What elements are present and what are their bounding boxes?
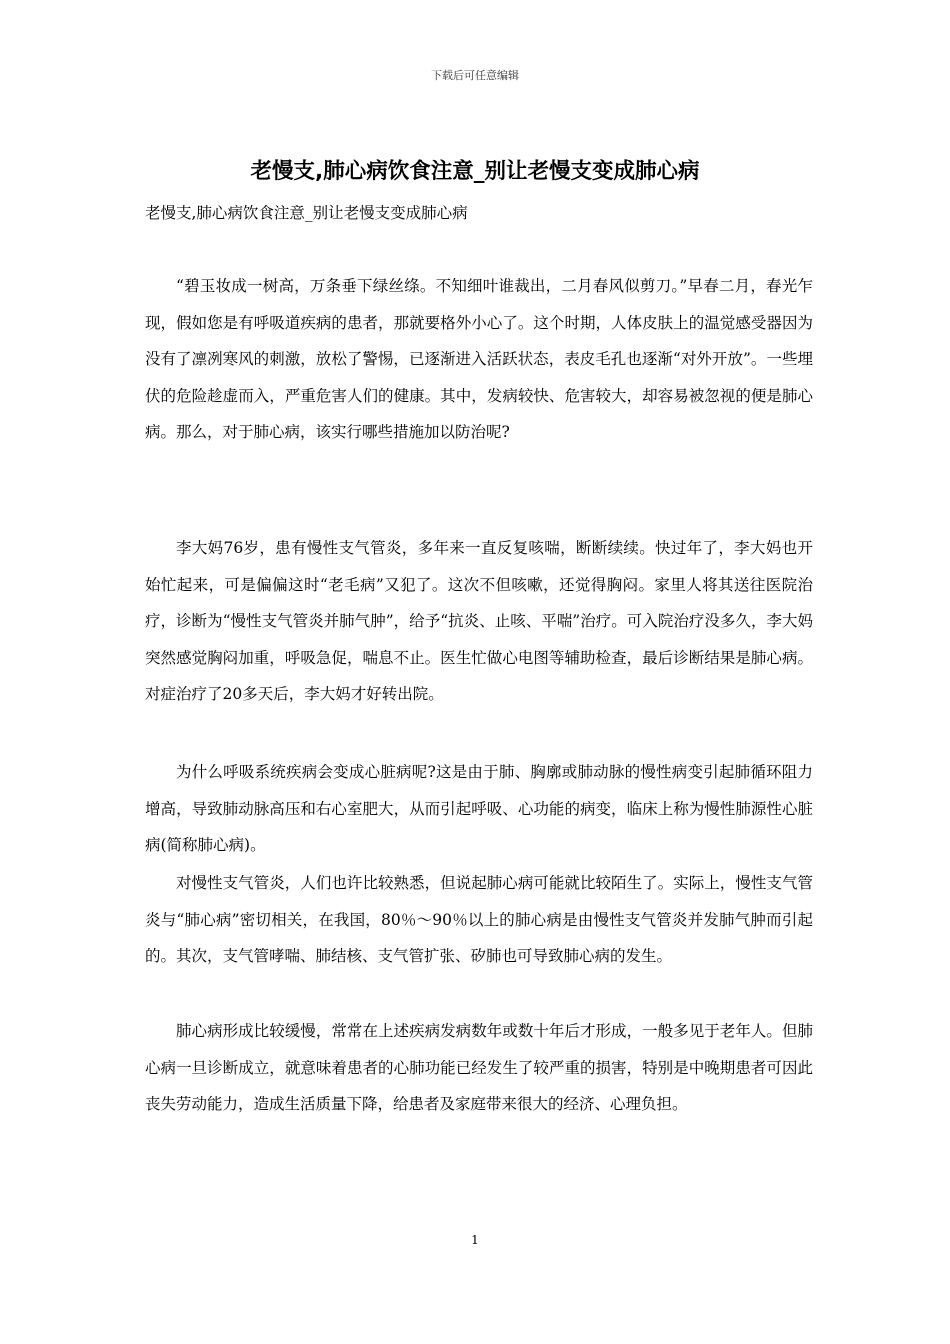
paragraph-intro: “碧玉妆成一树高，万条垂下绿丝绦。不知细叶谁裁出，二月春风似剪刀。”早春二月，春光乍现，假如您是有呼吸道疾病的患者，那就要格外小心了。这个时期，人体皮肤上的温觉感受器因为没有了凛冽寒风的刺激，放松了警惕，已逐渐进入活跃状态，表皮毛孔也逐渐“对外开放”。一些埋伏的危险趁虚而入，严重危害人们的健康。其中，发病较快、危害较大，却容易被忽视的便是肺心病。那么，对于肺心病，该实行哪些措施加以防治呢? (145, 277, 813, 441)
document-subtitle: 老慢支,肺心病饮食注意_别让老慢支变成肺心病 (145, 204, 468, 222)
paragraph-progression: 肺心病形成比较缓慢，常常在上述疾病发病数年或数十年后才形成，一般多见于老年人。但肺心病一旦诊断成立，就意味着患者的心肺功能已经发生了较严重的损害，特别是中晚期患者可因此丧失劳动能力，造成生活质量下降，给患者及家庭带来很大的经济、心理负担。 (145, 1022, 813, 1113)
header-note: 下载后可任意编辑 (431, 69, 519, 82)
paragraph-case: 李大妈76岁，患有慢性支气管炎，多年来一直反复咳喘，断断续续。快过年了，李大妈也开始忙起来，可是偏偏这时“老毛病”又犯了。这次不但咳嗽，还觉得胸闷。家里人将其送往医院治疗，诊断为“慢性支气管炎并肺气肿”，给予“抗炎、止咳、平喘”治疗。可入院治疗没多久，李大妈突然感觉胸闷加重，呼吸急促，喘息不止。医生忙做心电图等辅助检查，最后诊断结果是肺心病。对症治疗了20多天后，李大妈才好转出院。 (145, 539, 813, 703)
page-number: 1 (471, 1233, 479, 1247)
paragraph-cause: 为什么呼吸系统疾病会变成心脏病呢?这是由于肺、胸廓或肺动脉的慢性病变引起肺循环阻力增高，导致肺动脉高压和右心室肥大，从而引起呼吸、心功能的病变，临床上称为慢性肺源性心脏病(简称肺心病)。 (145, 763, 813, 854)
paragraph-relation: 对慢性支气管炎，人们也许比较熟悉，但说起肺心病可能就比较陌生了。实际上，慢性支气管炎与“肺心病”密切相关，在我国，80％～90％以上的肺心病是由慢性支气管炎并发肺气肿而引起的。其次，支气管哮喘、肺结核、支气管扩张、矽肺也可导致肺心病的发生。 (145, 874, 813, 965)
document-title: 老慢支,肺心病饮食注意_别让老慢支变成肺心病 (250, 159, 700, 184)
